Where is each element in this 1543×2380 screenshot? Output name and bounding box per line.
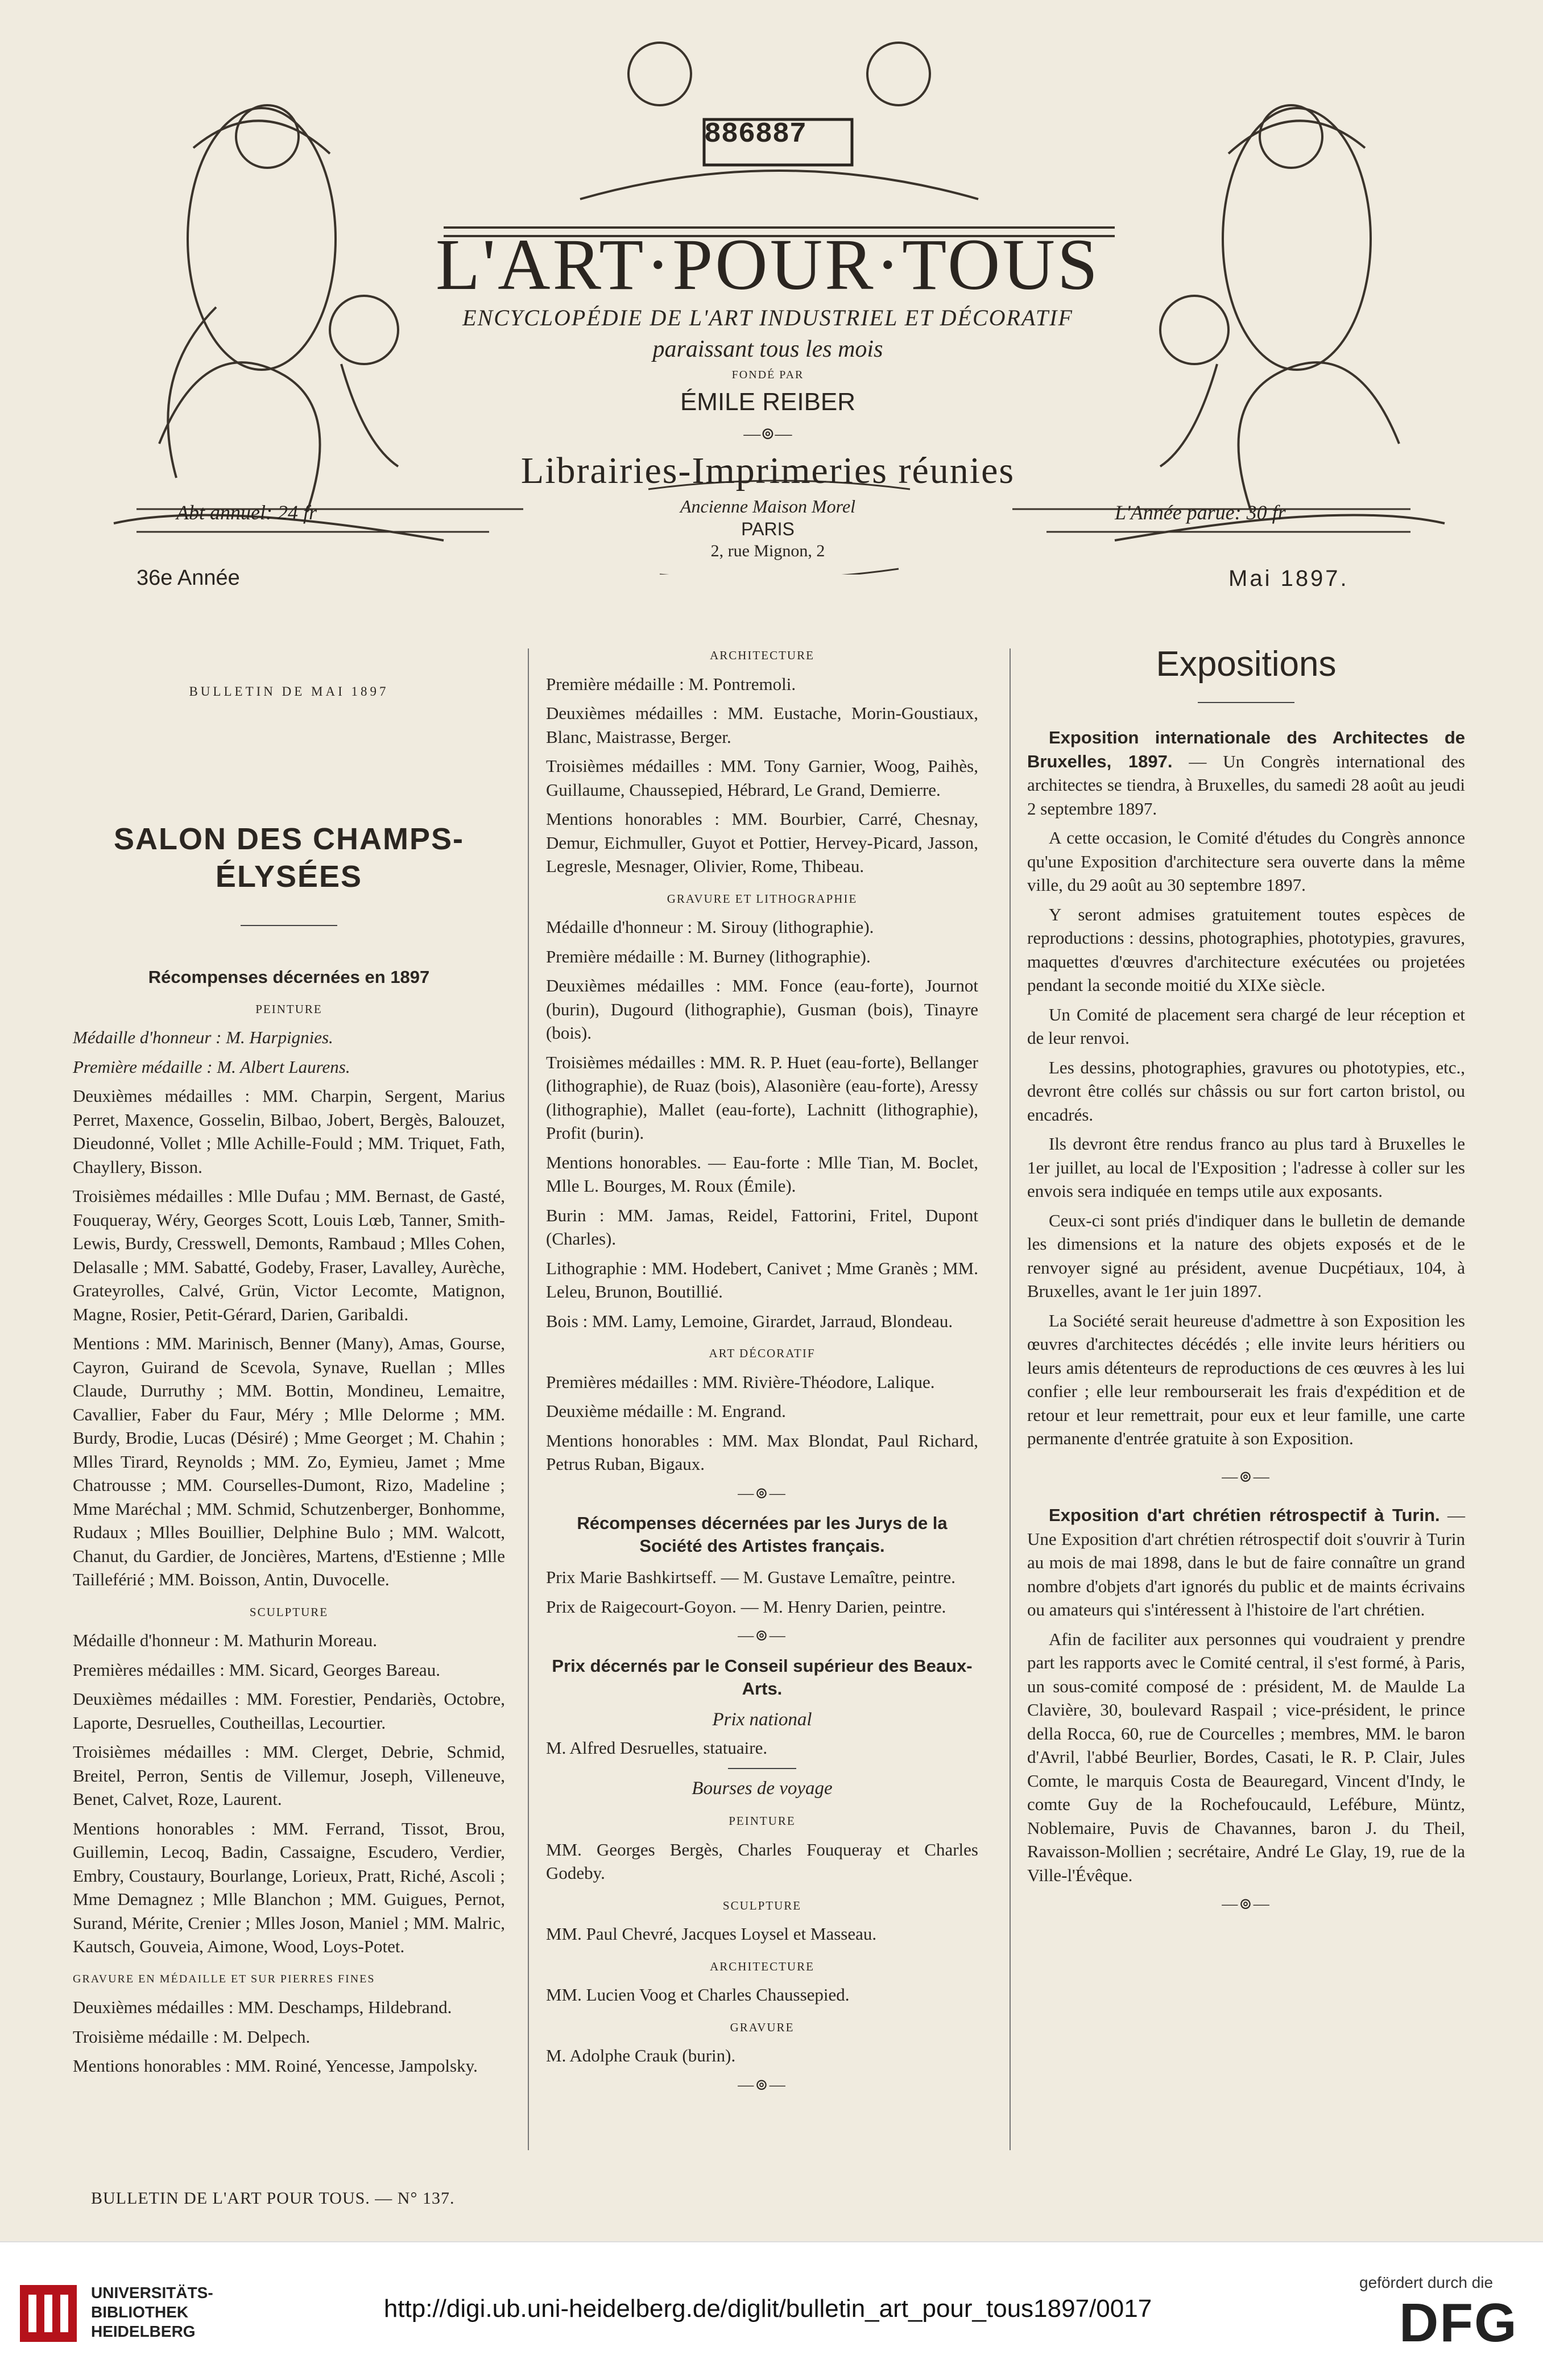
publisher: Librairies-Imprimeries réunies bbox=[520, 450, 1015, 491]
rewards-heading: Récompenses décernées en 1897 bbox=[148, 966, 430, 987]
middle-column bbox=[546, 644, 978, 2102]
text-g2: Troisième médaille : M. Delpech. bbox=[73, 2026, 311, 2047]
section-gravure-litho: GRAVURE ET LITHOGRAPHIE bbox=[667, 891, 858, 906]
page-footer: BULLETIN DE L'ART POUR TOUS. — N° 137. bbox=[91, 2189, 455, 2208]
expositions-title: Expositions bbox=[1156, 644, 1337, 684]
text-e1-p2: A cette occasion, le Comité d'études du Congrès annonce qu'une Exposition d'architecture sera ouverte dans la même ville, du 29 août au 30 septembre 1897. bbox=[1027, 828, 1465, 895]
section-architecture: ARCHITECTURE bbox=[710, 648, 814, 662]
text-e1-p5: Les dessins, photographies, gravures ou phototypies, etc., devront être collés sur châssis ou sur fort carton bristol, ou encadrés. bbox=[1027, 1057, 1465, 1125]
text-e1-p6: Ils devront être rendus franco au plus tard à Bruxelles le 1er juillet, au local de l'Exposition ; l'adresse à coller sur les envois sera indiquée en temps utile aux exposants. bbox=[1027, 1134, 1465, 1201]
section-gravure-medaille: GRAVURE EN MÉDAILLE ET SUR PIERRES FINES bbox=[73, 1972, 375, 1985]
bourse-architecture: ARCHITECTURE bbox=[710, 1959, 814, 1973]
text-ad2: Deuxième médaille : M. Engrand. bbox=[546, 1401, 786, 1421]
text-ad1: Premières médailles : MM. Rivière-Théodore, Lalique. bbox=[546, 1371, 935, 1392]
text-b2: MM. Paul Chevré, Jacques Loysel et Masseau. bbox=[546, 1924, 877, 1944]
text-pn1: M. Alfred Desruelles, statuaire. bbox=[546, 1738, 768, 1758]
jurys-heading: Récompenses décernées par les Jurys de la Société des Artistes français. bbox=[577, 1513, 948, 1556]
text-e1-p8: La Société serait heureuse d'admettre à son Exposition les œuvres d'architectes décédés ; elle invite leurs héritiers ou leurs amis détenteurs de reproductions de ces œuvres à les lui confier ; elle leur rembourserait les frais d'expédition et de retour et leur remettrait, pour eux et leur famille, une carte permanente d'entrée gratuite à son Exposition. bbox=[1027, 1310, 1465, 1448]
column-rule-left bbox=[528, 648, 529, 2150]
founded-by: FONDÉ PAR bbox=[731, 369, 804, 381]
column-rule-right bbox=[1010, 648, 1011, 2150]
exposition-turin-intro: — Une Exposition d'art chrétien rétrospectif doit s'ouvrir à Turin au mois de mai 1898, dans le but de faire connaître un grand nombre d'objets d'art ignorés du public et de maints écrivains ou amateurs qui s'intéressent à l'histoire de l'art chrétien. bbox=[1027, 1505, 1465, 1619]
text-a2: Deuxièmes médailles : MM. Eustache, Morin-Goustiaux, Blanc, Maistrasse, Berger. bbox=[546, 703, 978, 747]
ornament-3: —⊚— bbox=[738, 2076, 787, 2094]
text-ad3: Mentions honorables : MM. Max Blondat, Paul Richard, Petrus Ruban, Bigaux. bbox=[546, 1430, 978, 1474]
expositions-rule bbox=[1198, 702, 1294, 703]
address: 2, rue Mignon, 2 bbox=[710, 542, 825, 560]
salon-title: SALON DES CHAMPS-ÉLYSÉES bbox=[113, 821, 465, 894]
text-j2: Prix de Raigecourt-Goyon. — M. Henry Darien, peintre. bbox=[546, 1596, 946, 1617]
text-a1: Première médaille : M. Pontremoli. bbox=[546, 673, 796, 694]
text-p1: Médaille d'honneur : M. Harpignies. bbox=[73, 1027, 333, 1047]
frequency: paraissant tous les mois bbox=[652, 336, 883, 362]
divider-ornament: —⊚— bbox=[743, 424, 792, 443]
text-s1: Médaille d'honneur : M. Mathurin Moreau. bbox=[73, 1630, 378, 1650]
subscription-price: Abt annuel: 24 fr bbox=[176, 501, 317, 524]
text-s4: Troisièmes médailles : MM. Clerget, Debrie, Schmid, Breitel, Perron, Sentis de Villemur, Joseph, Villeneuve, Benet, Calvet, Roze, Laurent. bbox=[73, 1742, 505, 1809]
text-g1: Deuxièmes médailles : MM. Deschamps, Hildebrand. bbox=[73, 1997, 452, 2017]
exposition-bruxelles-title: Exposition internationale des Architectes de Bruxelles, 1897. bbox=[1027, 728, 1465, 771]
ornament-4: —⊚— bbox=[1222, 1468, 1271, 1486]
volume-year: 36e Année bbox=[136, 566, 240, 590]
section-peinture: PEINTURE bbox=[255, 1002, 322, 1016]
ornament-1: —⊚— bbox=[738, 1484, 787, 1502]
text-gl4: Troisièmes médailles : MM. R. P. Huet (eau-forte), Bellanger (lithographie), de Ruaz (bois), Alasonière (eau-forte), Aressy (lithographie), Mallet (eau-forte), Lachnitt (lithographie), Profit (burin). bbox=[546, 1052, 978, 1143]
text-e1-p3: Y seront admises gratuitement toutes espèces de reproductions : dessins, photographies, phototypies, gravures, maquettes d'œuvres d'architecture exécutées ou projetées pendant la seconde moitié du XIXe siècle. bbox=[1027, 904, 1465, 995]
digitization-banner bbox=[0, 2241, 1543, 2380]
text-gl8: Bois : MM. Lamy, Lemoine, Girardet, Jarraud, Blondeau. bbox=[546, 1311, 953, 1331]
bulletin-label: BULLETIN DE MAI 1897 bbox=[189, 684, 389, 699]
section-art-decoratif: ART DÉCORATIF bbox=[709, 1346, 816, 1360]
issue-number: 886887 bbox=[704, 118, 807, 151]
text-b1: MM. Georges Bergès, Charles Fouqueray et Charles Godeby. bbox=[546, 1839, 978, 1883]
short-rule bbox=[728, 1768, 796, 1769]
bourse-gravure: GRAVURE bbox=[730, 2020, 795, 2034]
library-logo-icon bbox=[17, 2282, 80, 2345]
text-b4: M. Adolphe Crauk (burin). bbox=[546, 2046, 736, 2065]
dfg-logo: DFG bbox=[1399, 2292, 1518, 2353]
text-j1: Prix Marie Bashkirtseff. — M. Gustave Lemaître, peintre. bbox=[546, 1567, 955, 1587]
source-url[interactable]: http://digi.ub.uni-heidelberg.de/diglit/bulletin_art_pour_tous1897/0017 bbox=[383, 2295, 1152, 2323]
bourses-voyage: Bourses de voyage bbox=[692, 1778, 833, 1799]
left-column bbox=[73, 680, 505, 2084]
text-a4: Mentions honorables : MM. Bourbier, Carré, Chesnay, Demur, Eichmuller, Guyot et Pottier, Hervey-Picard, Jasson, Legresle, Mesnager, Olivier, Rome, Thibeau. bbox=[546, 809, 978, 876]
prix-national: Prix national bbox=[712, 1709, 812, 1730]
bourse-peinture: PEINTURE bbox=[729, 1814, 796, 1828]
text-e2-p2: Afin de faciliter aux personnes qui voudraient y prendre part les rapports avec le Comité central, il s'est formé, à Paris, un sous-comité composé de : président, M. de Maulde La Clavière, 30, boulevard Raspail ; vice-président, le prince della Rocca, 60, rue de Courcelles ; membres, MM. le baron d'Avril, l'abbé Beurlier, Bordes, Casati, le R. P. Clair, Jules Comte, le marquis Costa de Beauregard, Vincent d'Indy, le comte Guy de la Rochefoucauld, Lefébure, Müntz, Noblemaire, Puvis de Chavannes, baron J. du Theil, Ravaisson-Mollien ; secrétaire, André Le Glay, 19, rue de la Ville-l'Évêque. bbox=[1027, 1629, 1465, 1885]
text-s5: Mentions honorables : MM. Ferrand, Tissot, Brou, Guillemin, Lecoq, Badin, Cassaigne, Escudero, Verdier, Embry, Coustaury, Bourlange, Lorieux, Pratt, Riché, Ascoli ; Mme Demagnez ; Mlle Blanchon ; MM. Guigues, Pernot, Surand, Mérite, Crenier ; Mlles Joson, Maniel ; MM. Malric, Kautsch, Gouveia, Aimone, Wood, Loys-Potet. bbox=[73, 1818, 505, 1956]
right-column bbox=[1027, 643, 1465, 1922]
exposition-bruxelles-intro: — Un Congrès international des architectes se tiendra, à Bruxelles, du samedi 28 août au jeudi 2 septembre 1897. bbox=[1027, 751, 1465, 819]
masthead-subtitle: ENCYCLOPÉDIE DE L'ART INDUSTRIEL ET DÉCORATIF bbox=[462, 305, 1073, 330]
text-g3: Mentions honorables : MM. Roiné, Yencesse, Jampolsky. bbox=[73, 2056, 478, 2076]
library-name: UNIVERSITÄTS- BIBLIOTHEK HEIDELBERG bbox=[91, 2284, 213, 2340]
funded-by-label: gefördert durch die bbox=[1359, 2274, 1494, 2291]
text-p5: Mentions : MM. Marinisch, Benner (Many), Amas, Gourse, Cayron, Guirand de Scevola, Synave, Ruellan ; Mlles Claude, Durruthy ; MM. Bottin, Mondineu, Lemaitre, Cavallier, Faber du Faur, Méry ; Mlle Delorme ; MM. Burdy, Brodie, Lucas (Désiré) ; Mme Georget ; M. Chahin ; Mlles Tirard, Reynolds ; MM. Zo, Eymieu, Jamet ; Mme Chatrousse ; MM. Courselles-Dumont, Rizo, Madeline ; Mme Maréchal ; MM. Schmid, Schutzenberger, Bonhomme, Rudaux ; Mlles Bouillier, Delphine Bulo ; MM. Walcott, Chanut, du Gardier, de Joncières, Martens, d'Estienne ; Mlle Tailleférié ; MM. Boisson, Antin, Duvocelle. bbox=[73, 1333, 505, 1589]
text-p3: Deuxièmes médailles : MM. Charpin, Sergent, Marius Perret, Maxence, Gosselin, Bilbao, Jobert, Bergès, Balouzet, Dieudonné, Vollet ; Mlle Achille-Fould ; MM. Triquet, Fath, Chayllery, Bisson. bbox=[73, 1086, 505, 1177]
ornament-5: —⊚— bbox=[1222, 1895, 1271, 1913]
text-gl5: Mentions honorables. — Eau-forte : Mlle Tian, M. Boclet, Mlle L. Bourges, M. Roux (Émile). bbox=[546, 1152, 978, 1196]
text-s3: Deuxièmes médailles : MM. Forestier, Pendariès, Octobre, Laporte, Desruelles, Coutheillas, Lecourtier. bbox=[73, 1689, 505, 1733]
issue-date: Mai 1897. bbox=[1228, 566, 1349, 591]
text-gl7: Lithographie : MM. Hodebert, Canivet ; Mme Granès ; MM. Leleu, Brunon, Boutillié. bbox=[546, 1258, 978, 1301]
masthead-title: L'ART·POUR·TOUS bbox=[435, 224, 1101, 305]
text-s2: Premières médailles : MM. Sicard, Georges Bareau. bbox=[73, 1659, 440, 1680]
text-b3: MM. Lucien Voog et Charles Chaussepied. bbox=[546, 1985, 850, 2005]
city: PARIS bbox=[741, 519, 795, 539]
text-p4: Troisièmes médailles : Mlle Dufau ; MM. Bernast, de Gasté, Fouqueray, Wéry, Georges Scott, Louis Lœb, Tanner, Smith-Lewis, Burdy, Cresswell, Demonts, Rambaud ; Mlles Cohen, Delasalle ; MM. Sabatté, Godeby, Fraser, Lavalley, Aurèche, Grateyrolles, Calvé, Grün, Victor Lecomte, Matignon, Magne, Rosier, Petit-Gérard, Darien, Garibaldi. bbox=[73, 1186, 505, 1324]
salon-rule bbox=[241, 925, 337, 926]
year-price: L'Année parue: 30 fr bbox=[1115, 501, 1286, 524]
section-sculpture: SCULPTURE bbox=[249, 1605, 329, 1619]
text-p2: Première médaille : M. Albert Laurens. bbox=[73, 1056, 350, 1077]
ornament-2: —⊚— bbox=[738, 1627, 787, 1644]
conseil-heading: Prix décernés par le Conseil supérieur des Beaux-Arts. bbox=[552, 1655, 973, 1699]
text-gl3: Deuxièmes médailles : MM. Fonce (eau-forte), Journot (burin), Dugourd (lithographie), Gusman (bois), Tinayre (bois). bbox=[546, 976, 978, 1043]
text-gl2: Première médaille : M. Burney (lithographie). bbox=[546, 946, 871, 966]
exposition-turin-title: Exposition d'art chrétien rétrospectif à Turin. bbox=[1049, 1505, 1440, 1525]
founder: ÉMILE REIBER bbox=[680, 388, 856, 416]
text-gl1: Médaille d'honneur : M. Sirouy (lithographie). bbox=[546, 917, 874, 937]
text-e1-p7: Ceux-ci sont priés d'indiquer dans le bulletin de demande les dimensions et la nature des objets exposés et de le renvoyer signé au président, avenue Ducpétiaux, 104, à Bruxelles, avant le 1er juin 1897. bbox=[1027, 1210, 1465, 1301]
text-a3: Troisièmes médailles : MM. Tony Garnier, Woog, Paihès, Guillaume, Chaussepied, Hébrard, Le Grand, Demierre. bbox=[546, 756, 978, 800]
text-e1-p4: Un Comité de placement sera chargé de leur réception et de leur renvoi. bbox=[1027, 1004, 1465, 1048]
publisher-sub: Ancienne Maison Morel bbox=[680, 496, 856, 517]
text-gl6: Burin : MM. Jamas, Reidel, Fattorini, Fritel, Dupont (Charles). bbox=[546, 1205, 978, 1249]
bourse-sculpture: SCULPTURE bbox=[722, 1898, 802, 1912]
